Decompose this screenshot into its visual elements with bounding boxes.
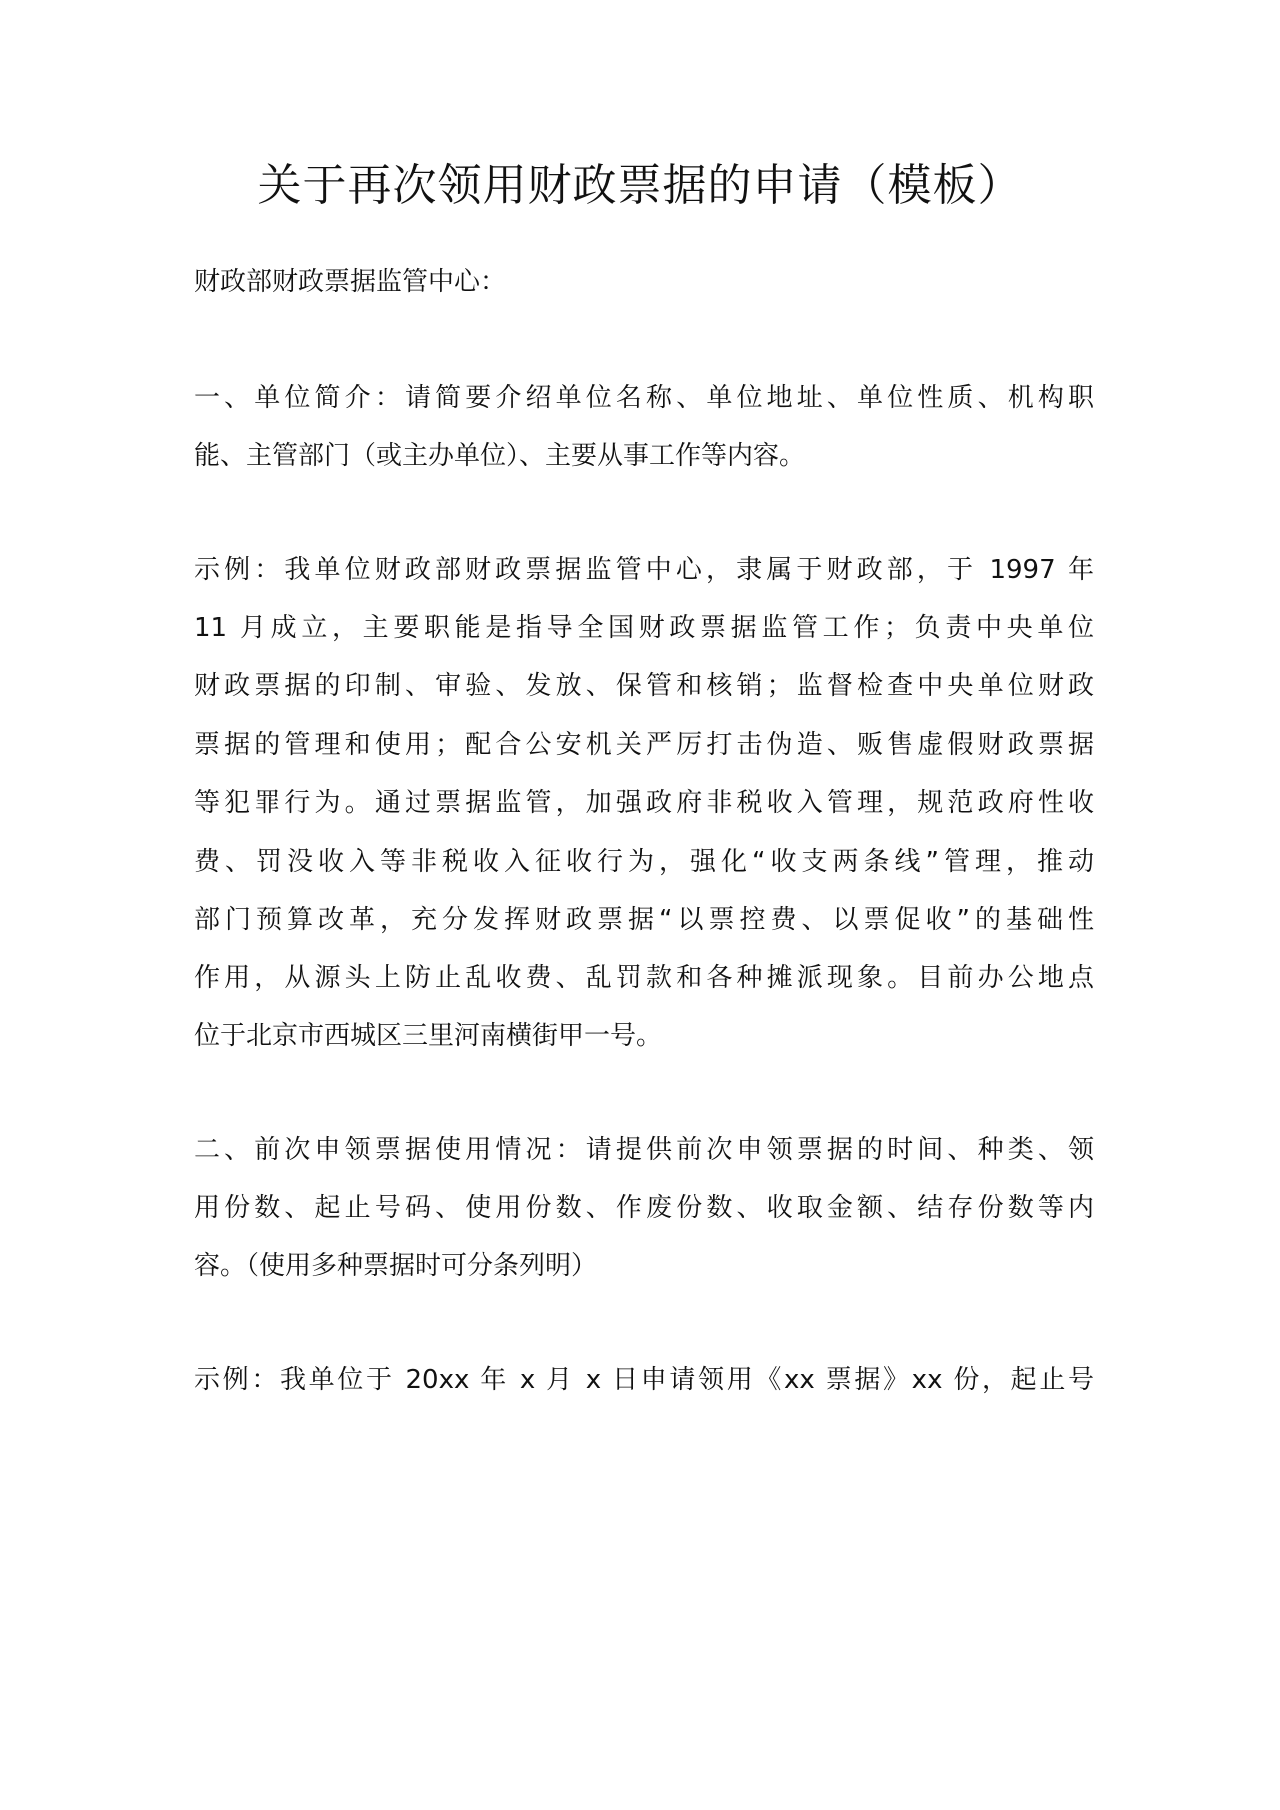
paragraph-line: 作用，从源头上防止乱收费、乱罚款和各种摊派现象。目前办公地点 [194,963,1094,993]
document-title: 关于再次领用财政票据的申请（模板） [257,160,1023,211]
paragraph-line: 等犯罪行为。通过票据监管，加强政府非税收入管理，规范政府性收 [194,788,1094,818]
paragraph-line: 财政票据的印制、审验、发放、保管和核销；监督检查中央单位财政 [194,671,1094,701]
paragraph-line: 费、罚没收入等非税收入征收行为，强化“收支两条线”管理，推动 [194,847,1094,877]
paragraph-line: 一、单位简介：请简要介绍单位名称、单位地址、单位性质、机构职 [194,383,1094,413]
paragraph-line: 示例：我单位于 20xx 年 x 月 x 日申请领用《xx 票据》xx 份，起止号 [194,1365,1094,1395]
paragraph-line: 部门预算改革，充分发挥财政票据“以票控费、以票促收”的基础性 [194,905,1094,935]
paragraph-line: 能、主管部门（或主办单位）、主要从事工作等内容。 [194,441,806,471]
paragraph-line: 票据的管理和使用；配合公安机关严厉打击伪造、贩售虚假财政票据 [194,730,1094,760]
salutation: 财政部财政票据监管中心： [194,267,507,297]
paragraph-line: 容。（使用多种票据时可分条列明） [194,1251,598,1281]
paragraph-line: 二、前次申领票据使用情况：请提供前次申领票据的时间、种类、领 [194,1135,1094,1165]
paragraph-line: 11 月成立，主要职能是指导全国财政票据监管工作；负责中央单位 [194,613,1094,643]
paragraph-line: 示例：我单位财政部财政票据监管中心，隶属于财政部，于 1997 年 [194,555,1094,585]
paragraph-line: 用份数、起止号码、使用份数、作废份数、收取金额、结存份数等内 [194,1193,1094,1223]
paragraph-line: 位于北京市西城区三里河南横街甲一号。 [194,1021,663,1051]
